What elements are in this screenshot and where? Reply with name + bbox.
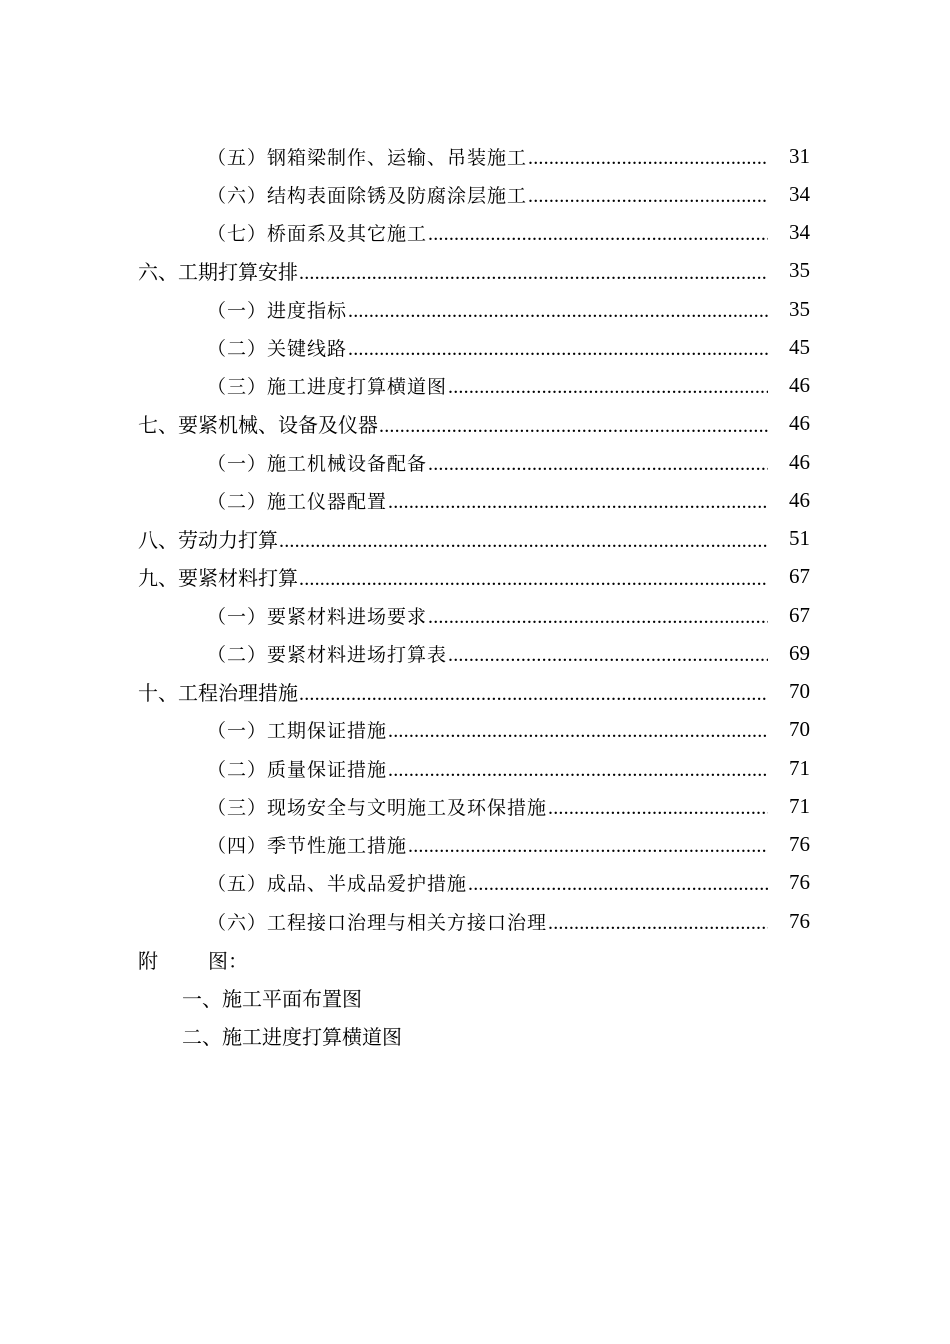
toc-dot-leader <box>428 223 768 246</box>
toc-section-row[interactable] <box>0 787 950 825</box>
toc-entry-label: （一）要紧材料进场要求 <box>207 605 428 628</box>
toc-section-row[interactable] <box>0 290 950 328</box>
toc-dot-leader <box>428 606 768 629</box>
appendix-item: 二、施工进度打算横道图 <box>182 1024 402 1049</box>
toc-section-row[interactable] <box>0 711 950 749</box>
toc-entry <box>207 181 768 208</box>
toc-dot-leader <box>448 376 768 399</box>
toc-page-number: 46 <box>789 411 810 436</box>
toc-dot-leader <box>379 415 768 438</box>
toc-chapter-row[interactable] <box>0 558 950 596</box>
toc-entry-label: （三）现场安全与文明施工及环保措施 <box>207 796 548 819</box>
toc-page-number: 76 <box>789 908 810 933</box>
toc-dot-leader <box>279 530 768 553</box>
toc-page-number: 67 <box>789 564 810 589</box>
toc-entry-label: （二）质量保证措施 <box>207 758 388 781</box>
toc-page-number: 35 <box>789 258 810 283</box>
appendix-item: 一、施工平面布置图 <box>182 986 362 1011</box>
toc-dot-leader <box>299 683 768 706</box>
toc-dot-leader <box>408 835 768 858</box>
toc-entry <box>207 487 768 514</box>
toc-entry-label: （四）季节性施工措施 <box>207 835 408 858</box>
toc-dot-leader <box>548 797 768 820</box>
toc-section-row[interactable] <box>0 443 950 481</box>
toc-page-number: 70 <box>789 679 810 704</box>
toc-section-row[interactable] <box>0 481 950 519</box>
toc-page-number: 46 <box>789 449 810 474</box>
toc-chapter-row[interactable] <box>0 673 950 711</box>
toc-chapter-row[interactable] <box>0 405 950 443</box>
toc-entry-label: （一）施工机械设备配备 <box>207 452 428 475</box>
toc-entry <box>207 449 768 476</box>
toc-entry <box>207 219 768 246</box>
toc-entry <box>138 562 768 591</box>
toc-page-number: 71 <box>789 755 810 780</box>
toc-entry <box>207 869 768 896</box>
toc-entry <box>207 143 768 170</box>
toc-page-number: 46 <box>789 487 810 512</box>
toc-entry-label: （一）工期保证措施 <box>207 720 388 743</box>
toc-page-number: 45 <box>789 334 810 359</box>
toc-entry <box>207 602 768 629</box>
toc-page-number: 76 <box>789 870 810 895</box>
toc-entry <box>138 524 768 553</box>
toc-section-row[interactable] <box>0 328 950 366</box>
toc-section-row[interactable] <box>0 137 950 175</box>
toc-section-row[interactable] <box>0 596 950 634</box>
toc-dot-leader <box>528 147 768 170</box>
toc-entry <box>207 716 768 743</box>
toc-page-number: 70 <box>789 717 810 742</box>
toc-dot-leader <box>548 912 768 935</box>
toc-dot-leader <box>299 262 768 285</box>
toc-page-number: 71 <box>789 793 810 818</box>
toc-entry-label: （二）关键线路 <box>207 337 348 360</box>
toc-page-number: 35 <box>789 296 810 321</box>
toc-section-row[interactable] <box>0 175 950 213</box>
toc-entry <box>207 908 768 935</box>
toc-entry <box>207 296 768 323</box>
toc-dot-leader <box>528 185 768 208</box>
toc-page-number: 67 <box>789 602 810 627</box>
toc-entry <box>138 256 768 285</box>
toc-dot-leader <box>388 491 768 514</box>
toc-entry-label: 八、劳动力打算 <box>138 528 278 553</box>
toc-entry-label: （一）进度指标 <box>207 299 348 322</box>
toc-chapter-row[interactable] <box>0 252 950 290</box>
toc-entry-label: 七、要紧机械、设备及仪器 <box>138 413 378 438</box>
toc-section-row[interactable] <box>0 749 950 787</box>
appendix-heading <box>138 940 248 978</box>
toc-section-row[interactable] <box>0 902 950 940</box>
toc-entry-label: （五）钢箱梁制作、运输、吊装施工 <box>207 146 528 169</box>
toc-page-number: 46 <box>789 373 810 398</box>
toc-entry <box>207 793 768 820</box>
toc-page-number: 31 <box>789 143 810 168</box>
appendix-heading-left: 附 <box>138 948 158 973</box>
toc-entry <box>138 677 768 706</box>
toc-entry-label: （六）工程接口治理与相关方接口治理 <box>207 911 548 934</box>
toc-entry-label: 十、工程治理措施 <box>138 681 298 706</box>
toc-dot-leader <box>388 720 768 743</box>
toc-dot-leader <box>428 453 768 476</box>
toc-entry-label: （五）成品、半成品爱护措施 <box>207 873 468 896</box>
toc-dot-leader <box>348 300 768 323</box>
toc-entry-label: （二）施工仪器配置 <box>207 490 388 513</box>
toc-entry <box>207 640 768 667</box>
toc-page-number: 76 <box>789 832 810 857</box>
toc-entry <box>138 409 768 438</box>
toc-entry-label: （七）桥面系及其它施工 <box>207 223 428 246</box>
toc-dot-leader <box>448 644 768 667</box>
toc-entry-label: 六、工期打算安排 <box>138 260 298 285</box>
toc-dot-leader <box>299 568 768 591</box>
appendix-heading-right: 图： <box>208 948 248 973</box>
toc-entry <box>207 755 768 782</box>
toc-page-number: 69 <box>789 640 810 665</box>
toc-chapter-row[interactable] <box>0 520 950 558</box>
toc-section-row[interactable] <box>0 367 950 405</box>
toc-entry-label: （六）结构表面除锈及防腐涂层施工 <box>207 184 528 207</box>
toc-dot-leader <box>388 759 768 782</box>
toc-entry-label: （二）要紧材料进场打算表 <box>207 643 448 666</box>
toc-entry <box>207 831 768 858</box>
toc-entry <box>207 334 768 361</box>
toc-section-row[interactable] <box>0 826 950 864</box>
toc-dot-leader <box>468 873 768 896</box>
toc-page-number: 51 <box>789 526 810 551</box>
toc-page-number: 34 <box>789 181 810 206</box>
toc-entry-label: 九、要紧材料打算 <box>138 566 298 591</box>
toc-entry <box>207 372 768 399</box>
toc-section-row[interactable] <box>0 214 950 252</box>
toc-section-row[interactable] <box>0 864 950 902</box>
table-of-contents <box>0 137 950 940</box>
toc-dot-leader <box>348 338 768 361</box>
toc-entry-label: （三）施工进度打算横道图 <box>207 376 448 399</box>
toc-page-number: 34 <box>789 220 810 245</box>
toc-section-row[interactable] <box>0 634 950 672</box>
